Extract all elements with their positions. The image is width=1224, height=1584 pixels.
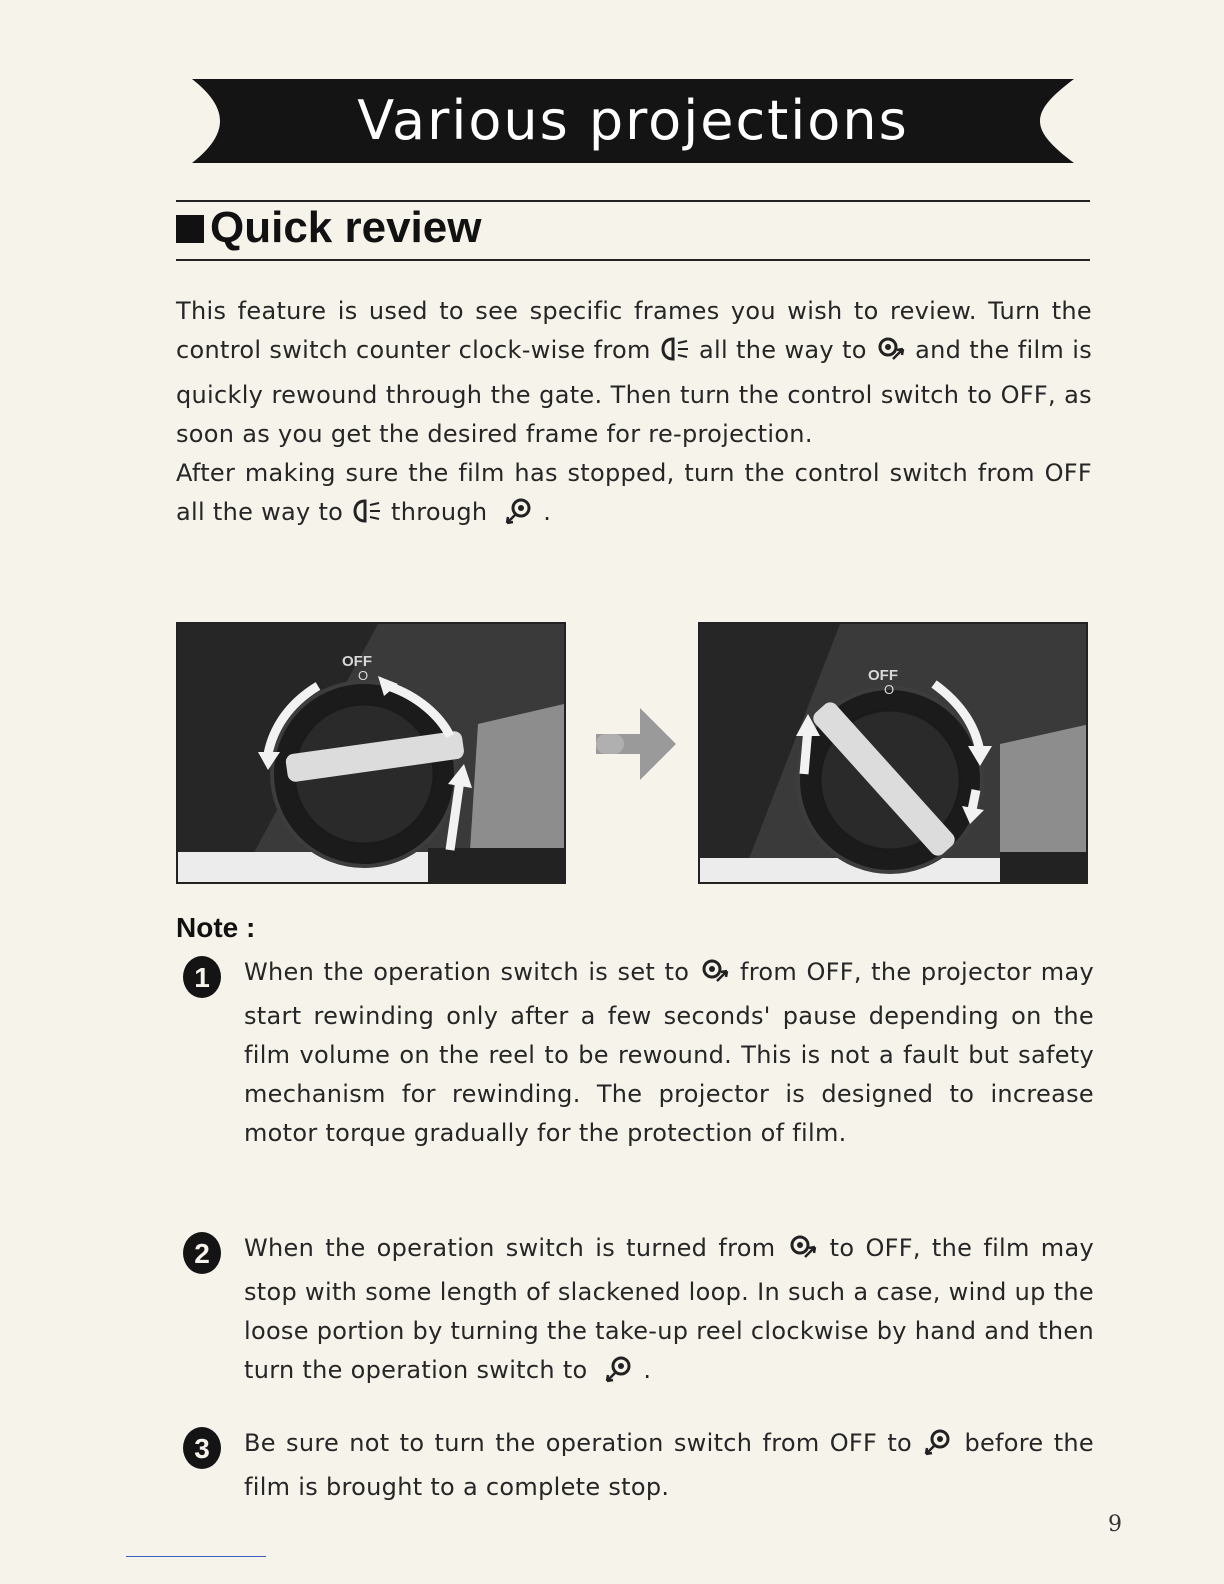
note-2-text-a: When the operation switch is turned from [244, 1234, 776, 1262]
section-title [176, 200, 481, 256]
page-title: Various projections [357, 89, 909, 152]
note-1-text-b: from OFF, the projector may start rewinding only after a few seconds' pause depending on the film volume on the reel to be rewound. This is not a fault but safety mechanism for rewinding. The projector is designed to increase motor torque gradually for the protection of film. [244, 958, 1094, 1147]
number-circle-icon [180, 1231, 224, 1280]
left-dial-off-label: OFF [342, 653, 372, 670]
scan-artifact-line [126, 1556, 266, 1557]
forward-projection-icon [351, 497, 383, 537]
left-dial-zero: O [358, 668, 369, 683]
forward-projection-icon [659, 335, 691, 375]
page-number: 9 [1108, 1512, 1122, 1537]
play-icon [922, 1428, 954, 1468]
note-3 [244, 1424, 1094, 1507]
note-1-text-a: When the operation switch is set to [244, 958, 690, 986]
note-1-number: 1 [194, 962, 210, 993]
note-3-text-a: Be sure not to turn the operation switch from OFF to [244, 1429, 913, 1457]
note-1 [244, 953, 1094, 1153]
arrow-right-icon [592, 704, 678, 789]
rewind-icon [875, 335, 907, 375]
photo-dial-before [176, 622, 566, 884]
photo-dial-after [698, 622, 1088, 884]
number-circle-icon [180, 1426, 224, 1475]
rewind-icon [787, 1233, 819, 1273]
intro-text-3: and the film is quickly rewound through the gate. Then turn the control switch to OFF, as soon as you get the desired frame for re-projection. [176, 336, 1093, 448]
note-3-number: 3 [194, 1433, 210, 1464]
note-title: Note : [176, 912, 256, 943]
note-2-number: 2 [194, 1238, 210, 1269]
note-2-text-c: . [643, 1356, 652, 1384]
rewind-icon [699, 957, 731, 997]
square-bullet-icon [176, 215, 204, 243]
number-circle-icon [180, 955, 224, 1004]
bottom-rule [176, 259, 1090, 261]
intro-paragraph [176, 292, 1092, 538]
right-dial-zero: O [884, 682, 895, 697]
note-2 [244, 1229, 1094, 1395]
intro-text-4: After making sure the film has stopped, turn the control switch from OFF all the way to [176, 459, 1092, 527]
intro-text-6: . [543, 498, 552, 527]
intro-text-2: all the way to [698, 336, 867, 365]
intro-text-1: This feature is used to see specific frames you wish to review. Turn the control switch counter clock-wise from [176, 297, 1092, 365]
section-title-text: Quick review [210, 203, 482, 252]
note-2-text-b: to OFF, the film may stop with some length of slackened loop. In such a case, wind up the loose portion by turning the take-up reel clockwise by hand and then turn the operation switch to [244, 1234, 1094, 1384]
play-icon [503, 497, 535, 537]
intro-text-5: through [391, 498, 488, 527]
right-dial-off-label: OFF [868, 667, 898, 684]
title-banner [192, 79, 1074, 163]
note-3-text-b: before the film is brought to a complete stop. [244, 1429, 1094, 1501]
play-icon [603, 1355, 635, 1395]
